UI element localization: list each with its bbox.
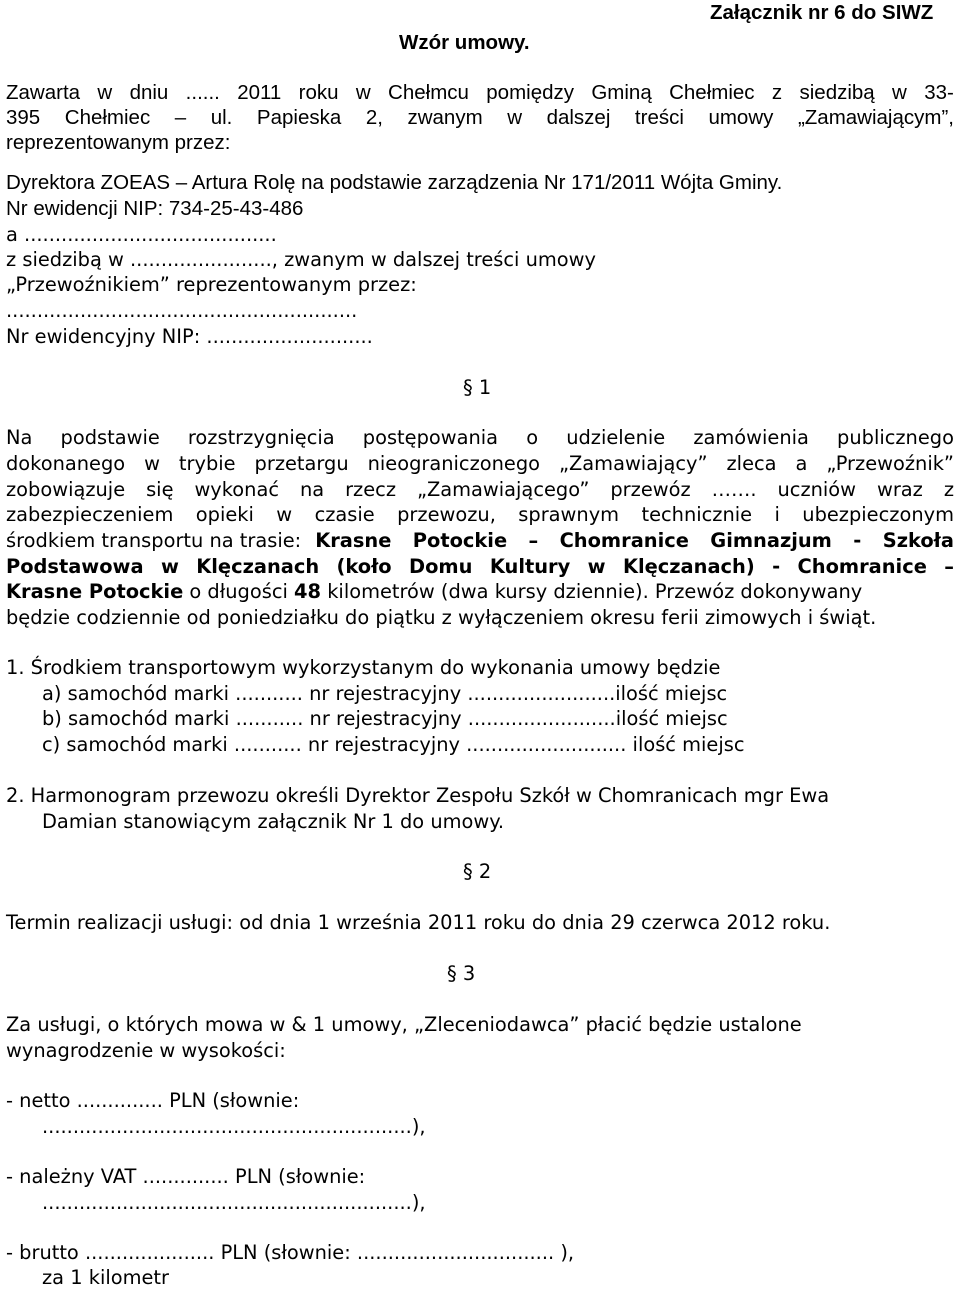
word: rozstrzygnięcia: [187, 426, 335, 449]
word: umowy: [708, 106, 774, 129]
attachment-label: Załącznik nr 6 do SIWZ: [710, 1, 934, 24]
word: w: [355, 81, 371, 104]
word: –: [944, 555, 954, 578]
word: „Zamawiający”: [558, 452, 708, 475]
word: ......: [185, 81, 220, 104]
word: z: [943, 478, 954, 501]
word: zobowiązuje: [6, 478, 126, 501]
section-3-text-line-2: wynagrodzenie w wysokości:: [6, 1039, 286, 1062]
word: Chomranice: [559, 529, 689, 552]
word: Domu: [409, 555, 473, 578]
word: Chełmiec: [64, 106, 151, 129]
word: Chełmiec: [669, 81, 755, 104]
section-2-heading: § 2: [463, 860, 492, 883]
word: technicznie: [641, 503, 753, 526]
item-1a: a) samochód marki ........... nr rejestracyjny ........................ilość miejsc: [42, 682, 728, 705]
section-1-heading: § 1: [463, 376, 492, 399]
preamble-line-1: [6, 80, 954, 106]
section-3-text-line-1: Za usługi, o których mowa w & 1 umowy, „Zleceniodawca” płacić będzie ustalone: [6, 1013, 802, 1036]
brutto-line: - brutto ..................... PLN (słownie: ................................ ),: [6, 1241, 575, 1264]
word: w: [144, 452, 160, 475]
word: Klęczanach: [196, 555, 320, 578]
word: w: [160, 555, 179, 578]
word: w: [276, 503, 293, 526]
word: w: [507, 106, 523, 129]
word: „Przewoźnik”: [826, 452, 954, 475]
word: ul.: [210, 106, 233, 129]
word: przetargu: [254, 452, 349, 475]
word: zamówienia: [693, 426, 809, 449]
route-prefix: środkiem transportu na trasie:: [6, 529, 302, 552]
section-1-para-line-8: będzie codziennie od poniedziałku do piątku z wyłączeniem okresu ferii zimowych i świąt.: [6, 606, 877, 629]
item-1: 1. Środkiem transportowym wykorzystanym do wykonania umowy będzie: [6, 656, 721, 679]
word: Gminą: [591, 81, 652, 104]
word: (koło: [336, 555, 392, 578]
preamble-contractor-seat: z siedzibą w ......................., zwanym w dalszej treści umowy: [6, 248, 596, 271]
word: Na: [6, 426, 33, 449]
word: –: [528, 529, 539, 552]
word: wraz: [876, 478, 923, 501]
word: uczniów: [777, 478, 857, 501]
word: roku: [298, 81, 339, 104]
word: i: [774, 503, 780, 526]
brutto-per-km: za 1 kilometr: [42, 1266, 169, 1289]
preamble-nip-zamawiajacy: Nr ewidencji NIP: 734-25-43-486: [6, 197, 304, 220]
word: 33-: [924, 81, 954, 104]
word: nieograniczonego: [367, 452, 541, 475]
section-1-para-line-7: [6, 579, 862, 605]
word: siedzibą: [799, 81, 875, 104]
word: 2011: [237, 81, 282, 104]
word: -: [853, 529, 862, 552]
word: Szkoła: [882, 529, 954, 552]
vat-words-line: ............................................................),: [42, 1191, 426, 1214]
preamble-line-2: [6, 105, 954, 131]
word: zwanym: [407, 106, 483, 129]
word: Papieska: [256, 106, 342, 129]
word: treści: [634, 106, 684, 129]
word: postępowania: [362, 426, 499, 449]
section-1-para-line-4: [6, 502, 954, 528]
word: …….: [711, 478, 757, 501]
word: -: [772, 555, 781, 578]
word: Potockie: [412, 529, 508, 552]
preamble-contractor-rep: „Przewoźnikiem” reprezentowanym przez:: [6, 273, 417, 296]
section-1-para-line-5: [6, 528, 954, 554]
word: ubezpieczonym: [802, 503, 954, 526]
vat-line: - należny VAT .............. PLN (słownie:: [6, 1165, 366, 1188]
word: Zawarta: [6, 81, 81, 104]
preamble-line-3: reprezentowanym przez:: [6, 131, 231, 154]
word: wykonać: [194, 478, 280, 501]
word: z: [771, 81, 783, 104]
preamble-contractor-name: a .........................................: [6, 223, 277, 246]
word: rzecz: [345, 478, 396, 501]
item-1b: b) samochód marki ........... nr rejestracyjny ........................ilość miejsc: [42, 707, 728, 730]
word: podstawie: [60, 426, 160, 449]
word: w: [892, 81, 907, 104]
word: a: [795, 452, 808, 475]
word: „Zamawiającym”,: [797, 106, 954, 129]
word: sprawnym: [518, 503, 620, 526]
word: udzielenie: [566, 426, 666, 449]
word: w: [587, 555, 606, 578]
word: pomiędzy: [486, 81, 575, 104]
word: przewozu,: [397, 503, 496, 526]
word: publicznego: [837, 426, 954, 449]
preamble-contractor-rep-blank: .........................................................: [6, 299, 358, 322]
route-end: Krasne Potockie: [6, 580, 184, 603]
word: Gimnazjum: [710, 529, 832, 552]
word: dokonanego: [6, 452, 126, 475]
word: Klęczanach): [622, 555, 755, 578]
word: zleca: [726, 452, 777, 475]
document-title: Wzór umowy.: [399, 31, 530, 54]
netto-line: - netto .............. PLN (słownie:: [6, 1089, 300, 1112]
word: zabezpieczeniem: [6, 503, 174, 526]
distance-value: 48: [294, 580, 322, 603]
item-2-line-1: 2. Harmonogram przewozu określi Dyrektor Zespołu Szkół w Chomranicach mgr Ewa: [6, 784, 830, 807]
word: się: [146, 478, 174, 501]
preamble-line-4: Dyrektora ZOEAS – Artura Rolę na podstawie zarządzenia Nr 171/2011 Wójta Gminy.: [6, 171, 783, 194]
word: dniu: [129, 81, 169, 104]
word: dalszej: [546, 106, 611, 129]
section-3-heading: § 3: [447, 962, 476, 985]
word: Kultury: [489, 555, 571, 578]
word: czasie: [314, 503, 375, 526]
word: opieki: [195, 503, 254, 526]
word: o: [526, 426, 539, 449]
section-2-text: Termin realizacji usługi: od dnia 1 września 2011 roku do dnia 29 czerwca 2012 roku.: [6, 911, 831, 934]
word: 395: [6, 106, 41, 129]
route-start: [315, 528, 954, 554]
distance-rest: kilometrów (dwa kursy dziennie). Przewóz dokonywany: [327, 580, 863, 603]
word: Chełmcu: [388, 81, 469, 104]
word: „Zamawiającego”: [416, 478, 590, 501]
word: trybie: [178, 452, 236, 475]
word: przewóz: [610, 478, 691, 501]
item-1c: c) samochód marki ........... nr rejestracyjny .......................... ilość miejsc: [42, 733, 745, 756]
section-1-para-line-3: [6, 477, 954, 503]
section-1-para-line-2: [6, 451, 954, 477]
netto-words-line: ............................................................),: [42, 1115, 426, 1138]
distance-label: o długości: [189, 580, 288, 603]
word: –: [174, 106, 187, 129]
word: 2,: [365, 106, 383, 129]
preamble-contractor-nip: Nr ewidencyjny NIP: ...........................: [6, 325, 373, 348]
item-2-line-2: Damian stanowiącym załącznik Nr 1 do umowy.: [42, 810, 505, 833]
word: Krasne: [315, 529, 392, 552]
word: w: [97, 81, 113, 104]
word: Chomranice: [797, 555, 927, 578]
word: na: [299, 478, 325, 501]
section-1-para-line-6: [6, 554, 954, 580]
word: Podstawowa: [6, 555, 144, 578]
section-1-para-line-1: [6, 425, 954, 451]
